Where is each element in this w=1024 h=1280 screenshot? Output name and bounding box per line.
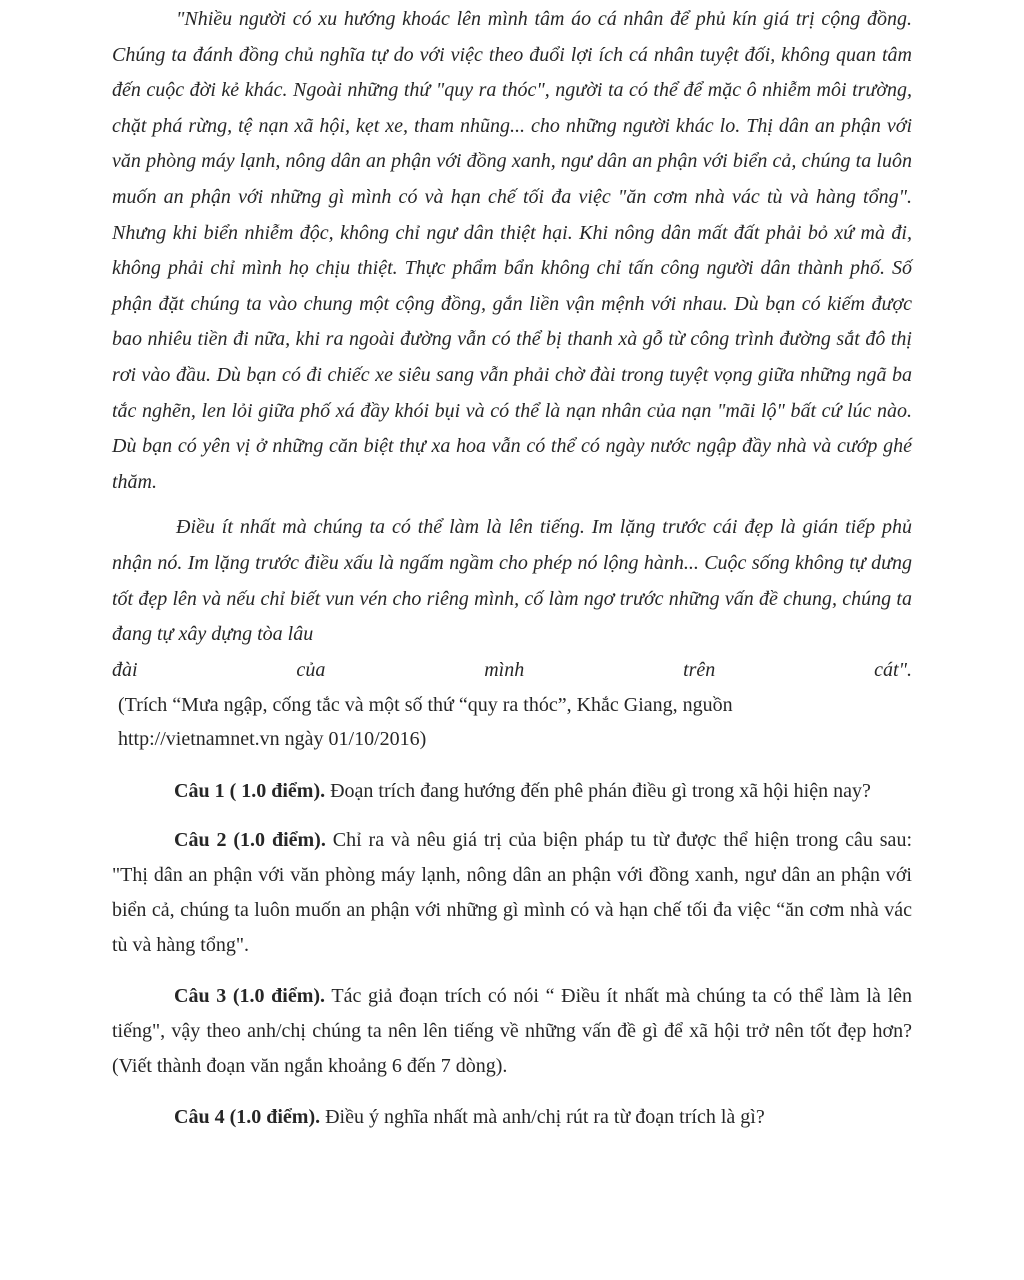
question-2 — [112, 823, 912, 963]
question-2-text: Chỉ ra và nêu giá trị của biện pháp tu từ được thể hiện trong câu sau: "Thị dân an phận với văn phòng máy lạnh, nông dân an phận với đồng xanh, ngư dân an phận với biển cả, chúng ta luôn muốn an phận với những gì mình có và hạn chế tối đa việc “ăn cơm nhà vác tù và hàng tổng". — [112, 829, 912, 957]
question-1-text: Đoạn trích đang hướng đến phê phán điều gì trong xã hội hiện nay? — [325, 780, 871, 803]
excerpt-paragraph-2-main: Điều ít nhất mà chúng ta có thể làm là lên tiếng. Im lặng trước cái đẹp là gián tiếp phủ nhận nó. Im lặng trước điều xấu là ngấm ngầm cho phép nó lộng hành... Cuộc sống không tự dưng tốt đẹp lên và nếu chỉ biết vun vén cho riêng mình, cố làm ngơ trước những vấn đề chung, chúng ta đang tự xây dựng tòa lâu — [112, 516, 912, 646]
question-1 — [112, 774, 912, 809]
question-4-text: Điều ý nghĩa nhất mà anh/chị rút ra từ đoạn trích là gì? — [320, 1106, 765, 1129]
question-4 — [112, 1100, 912, 1135]
question-4-label: Câu 4 (1.0 điểm). — [174, 1106, 321, 1129]
excerpt-paragraph-2 — [112, 510, 912, 688]
question-3-text: Tác giả đoạn trích có nói “ Điều ít nhất mà chúng ta có thể làm là lên tiếng", vậy theo anh/chị chúng ta nên lên tiếng về những vấn đề gì để xã hội trở nên tốt đẹp hơn? (Viết thành đoạn văn ngắn khoảng 6 đến 7 dòng). — [112, 985, 912, 1078]
question-3-label: Câu 3 (1.0 điểm). — [174, 985, 326, 1008]
source-citation — [112, 688, 912, 756]
document-page — [112, 2, 912, 1278]
question-1-label: Câu 1 ( 1.0 điểm). — [174, 780, 326, 803]
source-line-1: (Trích “Mưa ngập, cống tắc và một số thứ “quy ra thóc”, Khắc Giang, nguồn — [118, 694, 733, 717]
question-3 — [112, 979, 912, 1084]
excerpt-paragraph-2-last-line: đài của mình trên cát". — [112, 658, 912, 681]
question-2-label: Câu 2 (1.0 điểm). — [174, 829, 326, 852]
source-line-2: http://vietnamnet.vn ngày 01/10/2016) — [118, 728, 427, 751]
excerpt-paragraph-1: "Nhiều người có xu hướng khoác lên mình tâm áo cá nhân để phủ kín giá trị cộng đồng. Chúng ta đánh đồng chủ nghĩa tự do với việc theo đuổi lợi ích cá nhân tuyệt đối, không quan tâm đến cuộc đời kẻ khác. Ngoài những thứ "quy ra thóc", người ta có thể để mặc ô nhiễm môi trường, chặt phá rừng, tệ nạn xã hội, kẹt xe, tham nhũng... cho những người khác lo. Thị dân an phận với văn phòng máy lạnh, nông dân an phận với đồng xanh, ngư dân an phận với biển cả, chúng ta luôn muốn an phận với những gì mình có và hạn chế tối đa việc "ăn cơm nhà vác tù và hàng tổng". Nhưng khi biển nhiễm độc, không chỉ ngư dân thiệt hại. Khi nông dân mất đất phải bỏ xứ mà đi, không phải chỉ mình họ chịu thiệt. Thực phẩm bẩn không chỉ tấn công người dân thành phố. Số phận đặt chúng ta vào chung một cộng đồng, gắn liền vận mệnh với nhau. Dù bạn có kiếm được bao nhiêu tiền đi nữa, khi ra ngoài đường vẫn có thể bị thanh xà gỗ từ công trình đường sắt đô thị rơi vào đầu. Dù bạn có đi chiếc xe siêu sang vẫn phải chờ đài trong tuyệt vọng giữa những ngã ba tắc nghẽn, len lỏi giữa phố xá đầy khói bụi và có thể là nạn nhân của nạn "mãi lộ" bất cứ lúc nào. Dù bạn có yên vị ở những căn biệt thự xa hoa vẫn có thể có ngày nước ngập đầy nhà và cướp ghé thăm. — [112, 8, 912, 493]
